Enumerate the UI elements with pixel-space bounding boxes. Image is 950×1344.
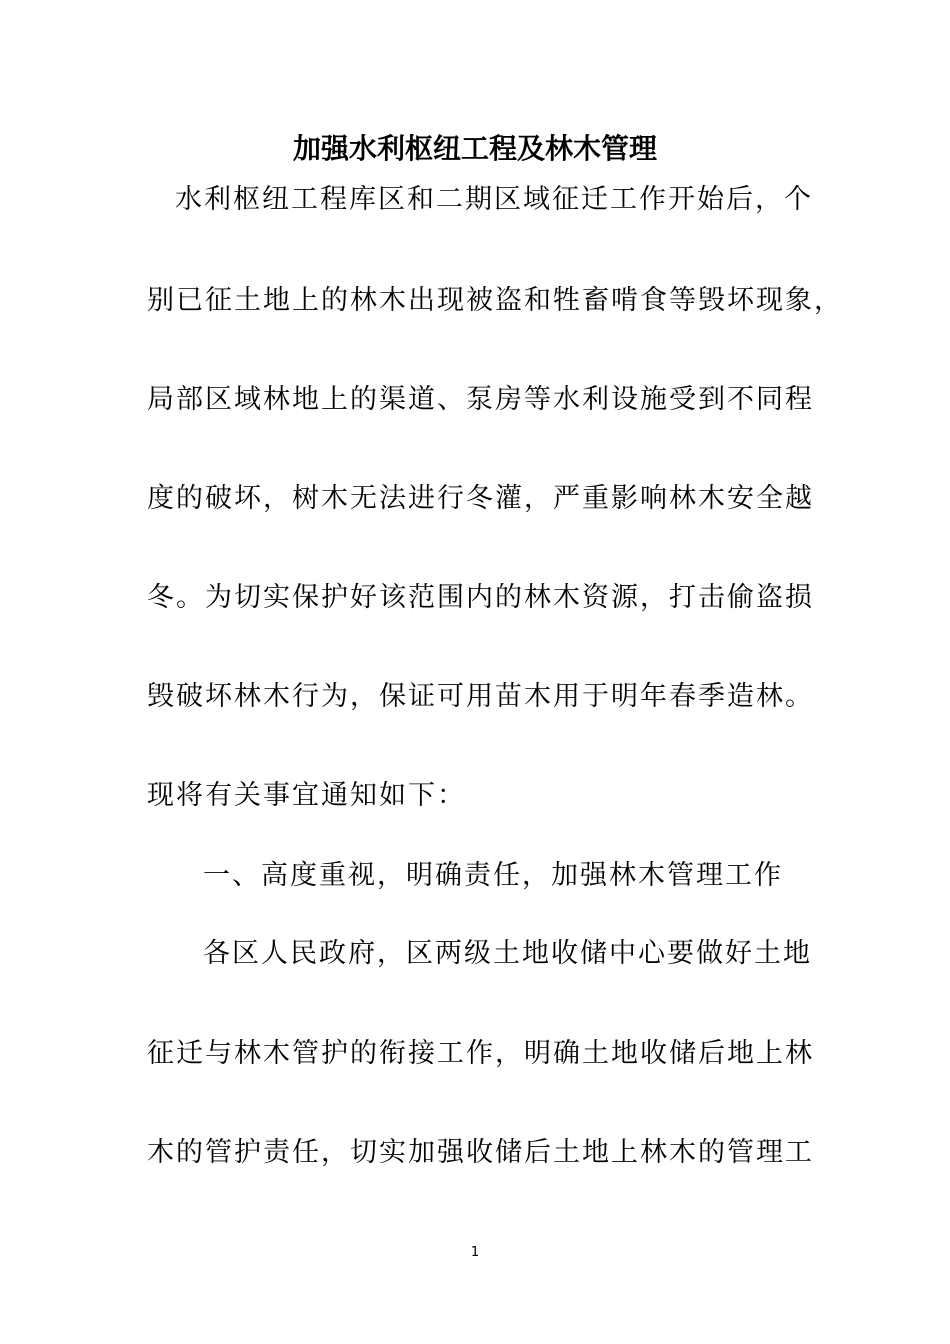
paragraph-line-6: 毁破坏林木行为，保证可用苗木用于明年春季造林。 xyxy=(147,681,814,712)
paragraph-line-8: 各区人民政府，区两级土地收储中心要做好土地 xyxy=(203,938,812,969)
paragraph-line-5: 冬。为切实保护好该范围内的林木资源，打击偷盗损 xyxy=(147,582,814,613)
document-title: 加强水利枢纽工程及林木管理 xyxy=(292,132,657,165)
paragraph-line-3: 局部区域林地上的渠道、泵房等水利设施受到不同程 xyxy=(147,384,814,415)
paragraph-line-9: 征迁与林木管护的衔接工作，明确土地收储后地上林 xyxy=(147,1038,814,1069)
section-heading-1: 一、高度重视，明确责任，加强林木管理工作 xyxy=(203,860,783,891)
paragraph-line-4: 度的破坏，树木无法进行冬灌，严重影响林木安全越 xyxy=(147,483,814,514)
paragraph-line-1: 水利枢纽工程库区和二期区域征迁工作开始后，个 xyxy=(175,184,813,215)
paragraph-line-10: 木的管护责任，切实加强收储后土地上林木的管理工 xyxy=(147,1137,814,1168)
page-number: 1 xyxy=(470,1245,480,1260)
paragraph-line-2: 别已征土地上的林木出现被盗和牲畜啃食等毁坏现象， xyxy=(147,285,843,316)
paragraph-line-7: 现将有关事宜通知如下： xyxy=(147,780,466,811)
